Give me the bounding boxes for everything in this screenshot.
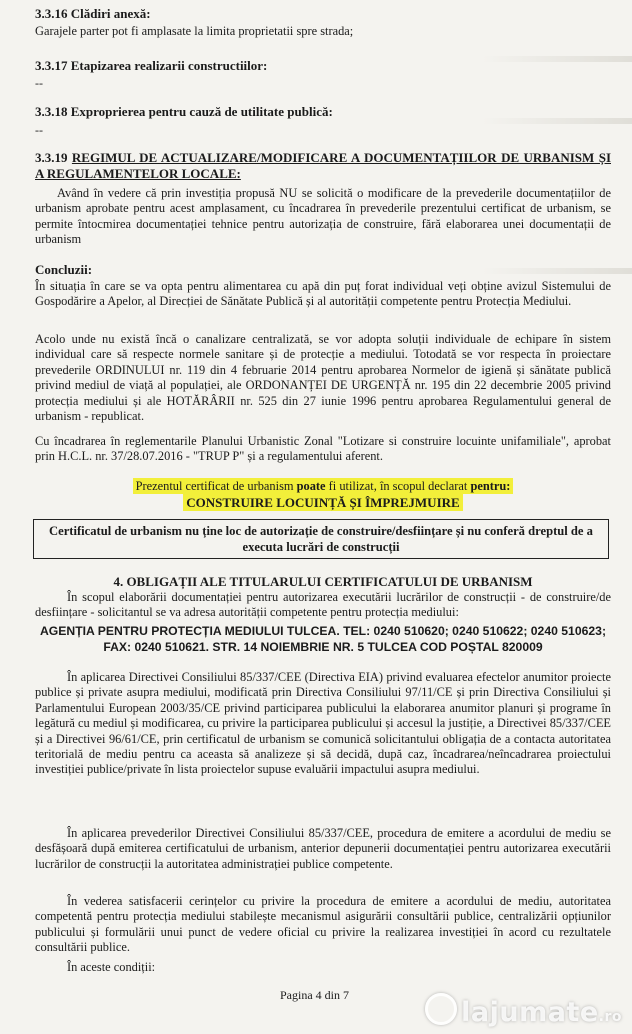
section-3-3-16-title: 3.3.16 Clădiri anexă: [35, 6, 151, 21]
purpose-value-wrap [35, 494, 611, 512]
section-4-paragraph-3: În vederea satisfacerii cerințelor cu privire la procedura de emitere a acordului de mediu, autoritatea competentă pentru protecția mediului stabilește mecanismul asigurării consultării publice, centralizării opțiunilor publicului și formulării unui punct de vedere oficial cu privire la realizarea investiției în acord cu rezultatele consultării publice. [35, 894, 611, 955]
page-number: Pagina 4 din 7 [280, 988, 349, 1002]
section-4-paragraph-2: În aplicarea prevederilor Directivei Consiliului 85/337/CEE, procedura de emitere a acordului de mediu se desfășoară după emiterea certificatului de urbanism, anterior depunerii documentației pentru autorizarea executării lucrărilor de construcții la autoritatea administrației publice competente. [35, 826, 611, 871]
section-4-paragraph-4: În aceste condiții: [67, 960, 156, 974]
section-4-paragraph-1: În aplicarea Directivei Consiliului 85/337/CEE (Directiva EIA) privind evaluarea efectelor anumitor proiecte publice și private asupra mediului, modificată prin Directiva Consiliului 97/11/CE și prin Directiva Consiliului și Parlamentului European 2003/35/CE privind participarea publicului la elaborarea anumitor planuri și programe în legătură cu mediul și modificarea, cu privire la participarea publicului și accesul la justiție, a Directivei 85/337/CEE și a Directivei 96/61/CE, prin certificatul de urbanism se comunică solicitantului obligația de a contacta autoritatea teritorială de mediu pentru ca aceasta să analizeze și să decidă, după caz, încadrarea/neîncadrarea proiectului investiției publice/private în lista proiectelor supuse evaluării impactului asupra mediului. [35, 670, 611, 777]
purpose-statement [35, 478, 611, 494]
section-3-3-18-text: -- [35, 123, 43, 137]
conclusions-title: Concluzii: [35, 262, 93, 277]
purpose-highlight [133, 478, 514, 494]
conclusions-paragraph-2: Acolo unde nu există încă o canalizare centralizată, se vor adopta soluții individuale de echipare în sistem individual care să respecte normele sanitare și de protecție a mediului. Totodată se vor respecta în proiectare prevederile ORDINULUI nr. 119 din 4 februarie 2014 pentru aprobarea Normelor de igienă și sănătate publică privind mediul de viață al populației, ale ORDONANȚEI DE URGENȚĂ nr. 195 din 22 decembrie 2005 privind protecția mediului și ale HOTĂRÂRII nr. 525 din 27 iunie 1996 pentru aprobarea Regulamentului general de urbanism - republicat. [35, 332, 611, 424]
watermark-logo-icon [425, 993, 457, 1025]
section-3-3-17-title: 3.3.17 Etapizarea realizarii constructiilor: [35, 58, 268, 73]
section-3-3-19-number: 3.3.19 [35, 150, 68, 165]
purpose-for: pentru: [470, 479, 511, 493]
bleed-through [482, 268, 632, 274]
bleed-through [482, 56, 632, 62]
section-3-3-18-title: 3.3.18 Exproprierea pentru cauză de utilitate publică: [35, 104, 333, 119]
notice-box: Certificatul de urbanism nu ține loc de autorizație de construire/desființare și nu conferă dreptul de a executa lucrări de construcții [33, 519, 609, 559]
conclusions-paragraph-1: În situația în care se va opta pentru alimentarea cu apă din puț forat individual veți obține avizul Sistemului de Gospodărire a Apelor, al Direcției de Sănătate Publică și al autorității competente pentru Protecția Mediului. [35, 279, 611, 309]
environment-agency-contact: AGENȚIA PENTRU PROTECȚIA MEDIULUI TULCEA. TEL: 0240 510620; 0240 510622; 0240 510623; FAX: 0240 510621. STR. 14 NOIEMBRIE NR. 5 TULCEA COD POȘTAL 820009 [39, 624, 606, 654]
section-4-title: 4. OBLIGAȚII ALE TITULARULUI CERTIFICATULUI DE URBANISM [113, 574, 533, 589]
purpose-value: CONSTRUIRE LOCUINȚĂ ȘI ÎMPREJMUIRE [183, 494, 462, 511]
purpose-pre: Prezentul certificat de urbanism [135, 479, 294, 493]
watermark [425, 993, 622, 1028]
watermark-name: lajumate [461, 997, 599, 1028]
section-4-intro: În scopul elaborării documentației pentru autorizarea executării lucrărilor de construcții - de construire/de desființare - solicitantul se va adresa autorității competente pentru protecția mediului: [35, 590, 611, 620]
section-3-3-16-text: Garajele parter pot fi amplasate la limita proprietatii spre strada; [35, 24, 354, 38]
section-3-3-19-text: Având în vedere că prin investiția propusă NU se solicită o modificare de la prevederile documentațiilor de urbanism aprobate pentru acest amplasament, cu încadrarea în prevederile prezentului certificat de urbanism, se permite întocmirea documentației tehnice pentru autorizația de construire, fără elaborarea unei documentații de urbanism [35, 186, 611, 247]
section-3-3-17-text: -- [35, 76, 43, 90]
purpose-mid: fi utilizat, în scopul declarat [328, 479, 468, 493]
bleed-through [482, 118, 632, 124]
section-3-3-19-title: REGIMUL DE ACTUALIZARE/MODIFICARE A DOCUMENTAȚIILOR DE URBANISM ȘI A REGULAMENTELOR LOCALE: [35, 150, 611, 181]
watermark-tld: .ro [598, 1009, 622, 1025]
section-3-3-19-heading [35, 150, 611, 182]
conclusions-paragraph-3: Cu încadrarea în reglementarile Planului Urbanistic Zonal "Lotizare si construire locuinte unifamiliale", aprobat prin H.C.L. nr. 37/28.07.2016 - "TRUP P" și a regulamentului aferent. [35, 434, 611, 464]
purpose-can: poate [296, 479, 326, 493]
